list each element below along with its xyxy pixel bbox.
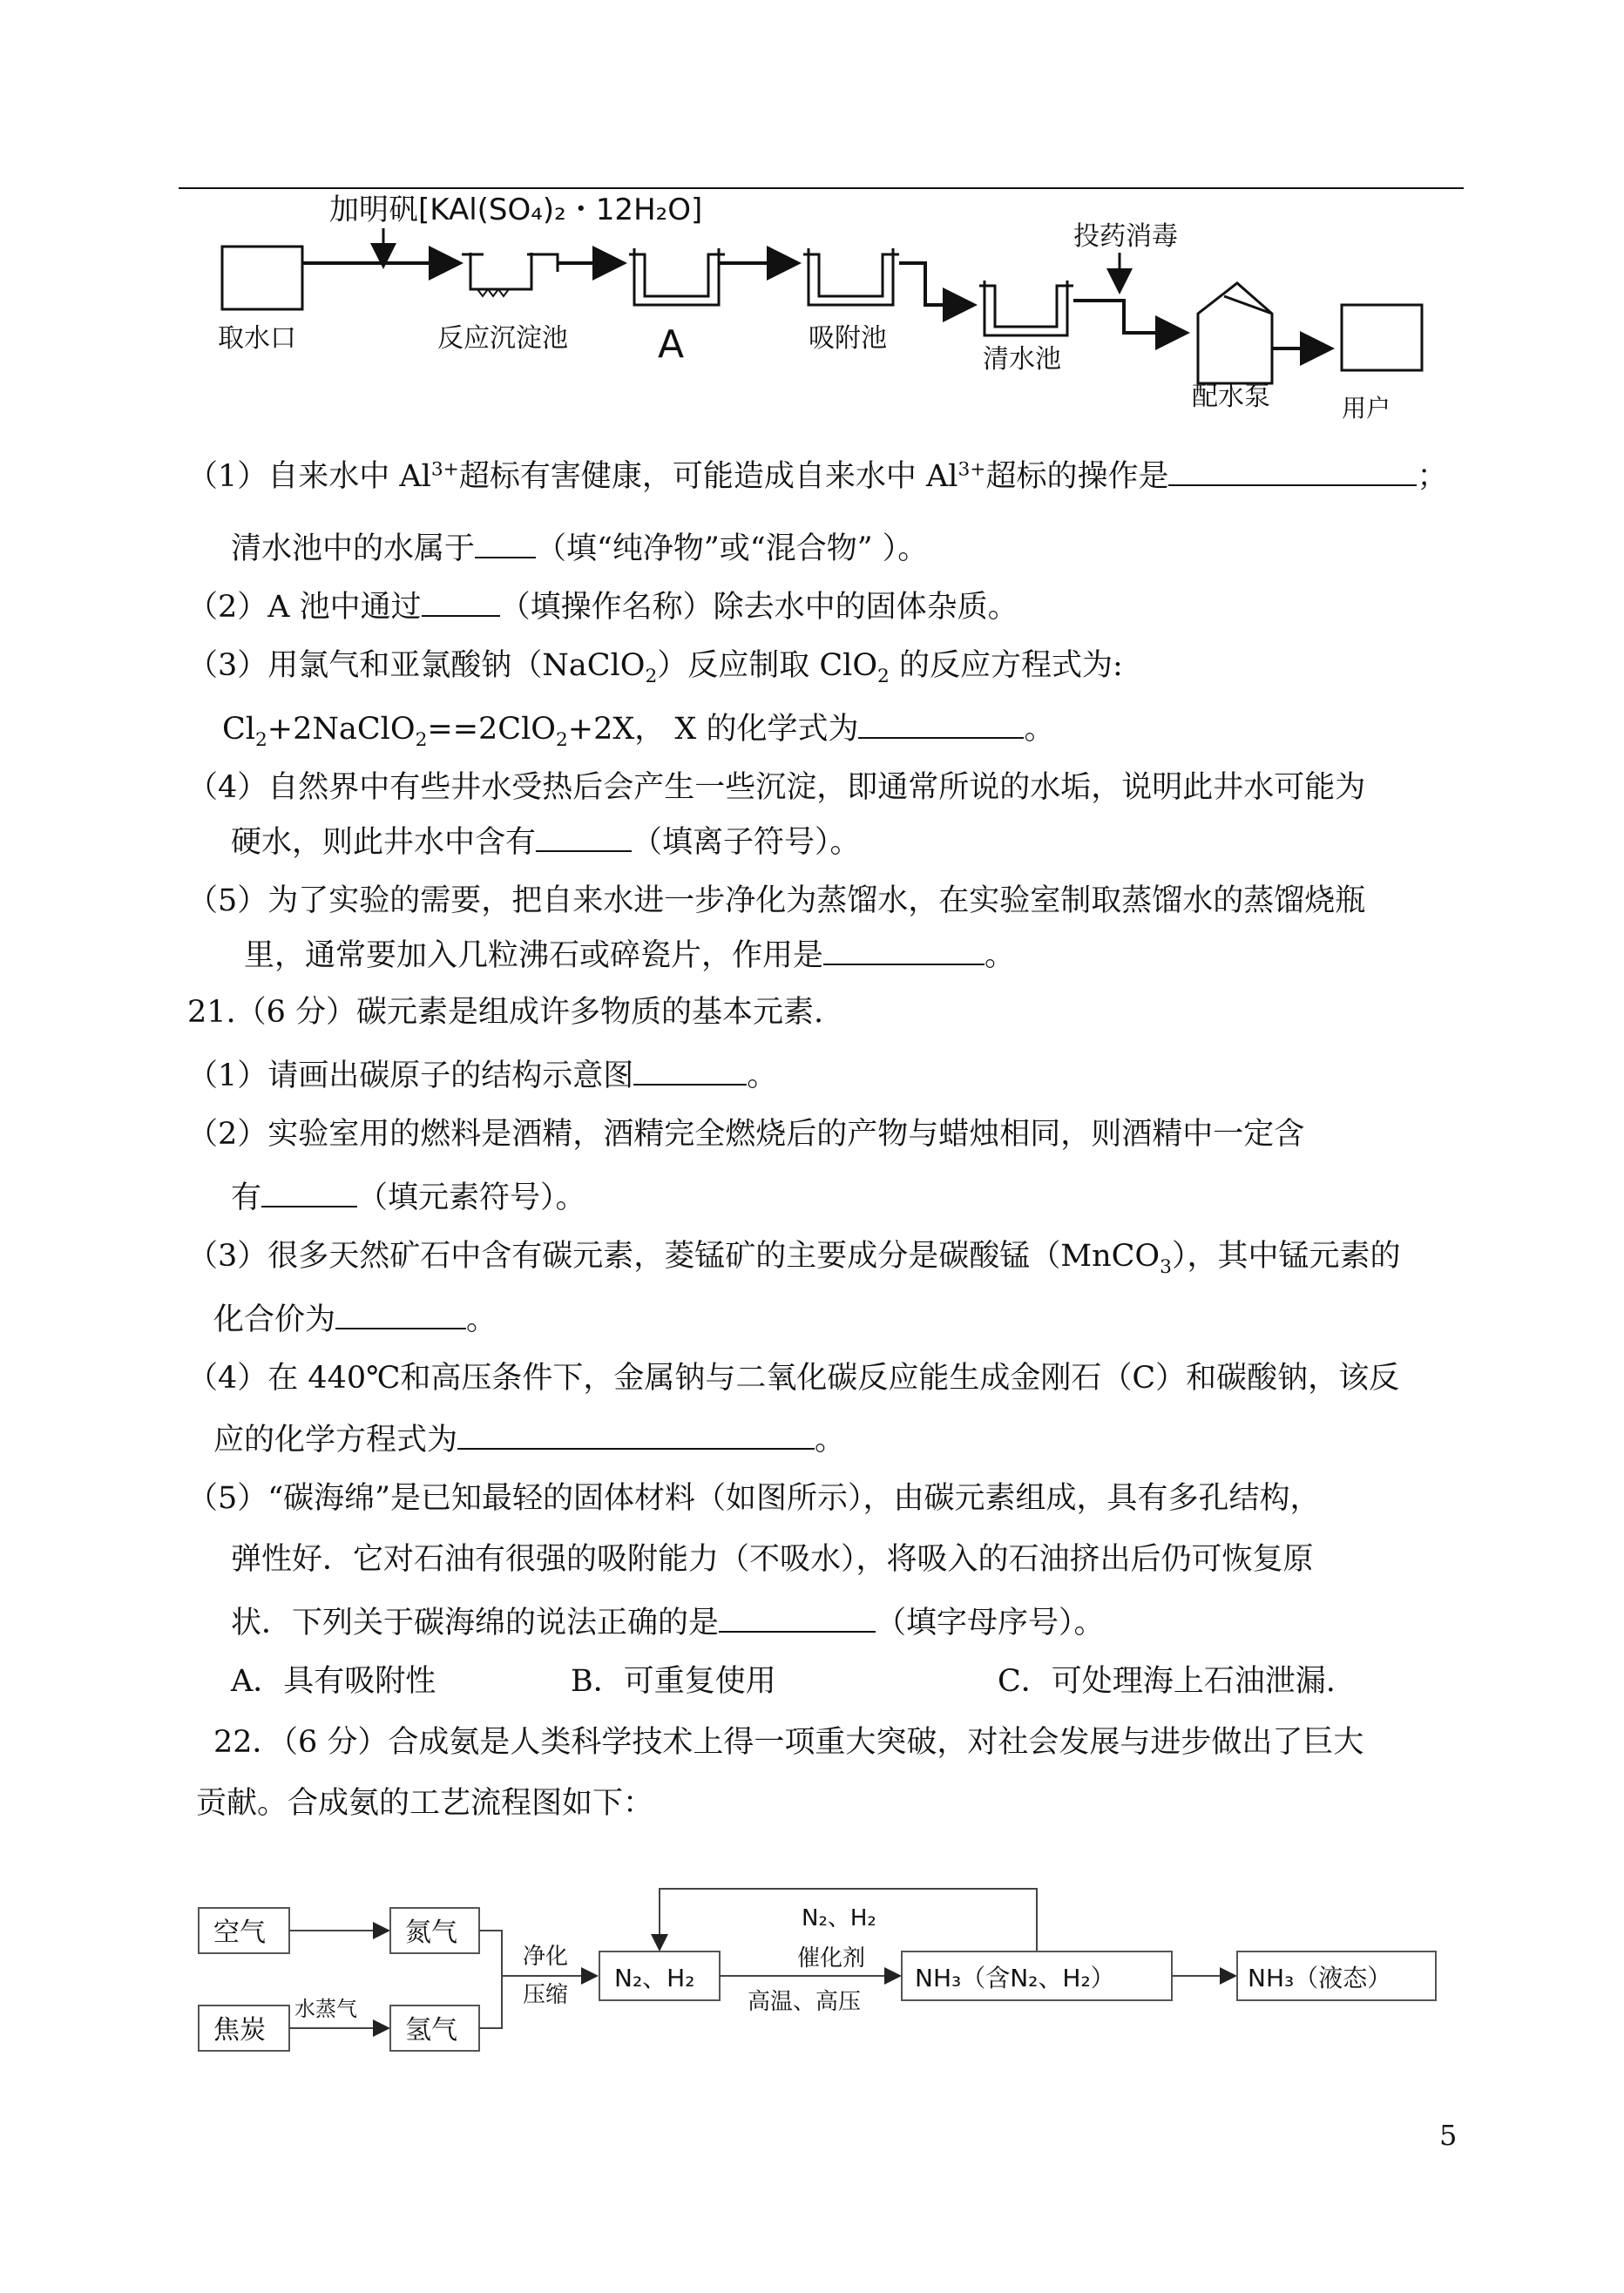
- nitrogen-label: 氮气: [405, 1918, 457, 1948]
- purify-label: 净化: [523, 1944, 569, 1970]
- q21-p1: （1）请画出碳原子的结构示意图 。: [187, 1054, 777, 1095]
- intake-label: 取水口: [218, 323, 296, 354]
- clear-tank-label: 清水池: [983, 344, 1061, 375]
- q20-equation: $Cl_2+2NaClO_2==2ClO_2+2X$， X 的化学式为 。: [222, 707, 1054, 748]
- q21-p5-line2: 弹性好．它对石油有很强的吸附能力（不吸水），将吸入的石油挤出后仍可恢复原: [231, 1542, 1314, 1577]
- q21-p3-line1: （3）很多天然矿石中含有碳元素，菱锰矿的主要成分是碳酸锰（MnCO$_3$），其中锰元素的: [187, 1239, 1401, 1278]
- q20-p1-line2: 清水池中的水属于 （填“纯净物”或“混合物” ）。: [231, 527, 928, 568]
- q22-line1: 22．（6 分）合成氨是人类科学技术上得一项重大突破，对社会发展与进步做出了巨大: [213, 1725, 1364, 1760]
- product-mix-label: NH₃（含N₂、H₂）: [915, 1964, 1115, 1992]
- pump-label: 配水泵: [1192, 382, 1270, 412]
- adsorption-tank-label: 吸附池: [809, 323, 887, 354]
- q20-p4-line1: （4）自然界中有些井水受热后会产生一些沉淀，即通常所说的水垢，说明此井水可能为: [187, 770, 1366, 805]
- q21-p4-line2: 应的化学方程式为 。: [213, 1418, 845, 1459]
- mix-label: N₂、H₂: [614, 1964, 695, 1992]
- reaction-tank-label: 反应沉淀池: [437, 323, 568, 354]
- q21-p2-line1: （2）实验室用的燃料是酒精，酒精完全燃烧后的产物与蜡烛相同，则酒精中一定含: [187, 1117, 1305, 1152]
- q21-p3-line2: 化合价为 。: [213, 1298, 497, 1339]
- q20-p5-line2: 里，通常要加入几粒沸石或碎瓷片，作用是 。: [244, 934, 1015, 975]
- user-label: 用户: [1342, 394, 1391, 423]
- recycle-label: N₂、H₂: [802, 1905, 876, 1931]
- q21-p2-line2: 有 （填元素符号）。: [231, 1176, 586, 1217]
- q21-p5-line1: （5）“碳海绵”是已知最轻的固体材料（如图所示），由碳元素组成，具有多孔结构，: [187, 1481, 1321, 1516]
- alum-label: 加明矾[KAl(SO₄)₂・12H₂O]: [329, 193, 703, 227]
- q20-p2: （2）A 池中通过 （填操作名称）除去水中的固体杂质。: [187, 585, 1018, 626]
- q20-p3: （3）用氯气和亚氯酸钠（NaClO$_2$）反应制取 ClO$_2$ 的反应方程式为:: [187, 648, 1123, 687]
- q21-p4-line1: （4）在 440℃和高压条件下，金属钠与二氧化碳反应能生成金刚石（C）和碳酸钠，该反: [187, 1361, 1400, 1396]
- q20-p5-line1: （5）为了实验的需要，把自来水进一步净化为蒸馏水，在实验室制取蒸馏水的蒸馏烧瓶: [187, 883, 1366, 918]
- steam-label: 水蒸气: [294, 1997, 357, 2021]
- dosing-label: 投药消毒: [1073, 221, 1178, 252]
- tank-a-label: A: [658, 322, 685, 367]
- q20-p1-line1: （1）自来水中 $Al^{3+}$超标有害健康，可能造成自来水中 $Al^{3+}$超标的操作是 ；: [187, 455, 1447, 496]
- q21-p5-line3: 状．下列关于碳海绵的说法正确的是 （填字母序号）。: [231, 1601, 1105, 1642]
- q21-header: 21.（6 分）碳元素是组成许多物质的基本元素.: [187, 995, 824, 1030]
- option-a: A．具有吸附性: [231, 1664, 436, 1699]
- catalyst-label: 催化剂: [797, 1945, 866, 1972]
- product-label: NH₃（液态）: [1248, 1964, 1392, 1992]
- conditions-label: 高温、高压: [748, 1989, 862, 2015]
- hydrogen-label: 氢气: [405, 2015, 457, 2046]
- air-label: 空气: [213, 1918, 266, 1948]
- q22-line2: 贡献。合成氨的工艺流程图如下：: [196, 1786, 654, 1821]
- q20-p4-line2: 硬水，则此井水中含有 （填离子符号）。: [231, 821, 861, 862]
- page-number: 5: [1439, 2119, 1458, 2152]
- compress-label: 压缩: [523, 1982, 569, 2008]
- coke-label: 焦炭: [213, 2015, 266, 2046]
- option-c: C．可处理海上石油泄漏.: [998, 1664, 1336, 1699]
- option-b: B．可重复使用: [571, 1664, 776, 1699]
